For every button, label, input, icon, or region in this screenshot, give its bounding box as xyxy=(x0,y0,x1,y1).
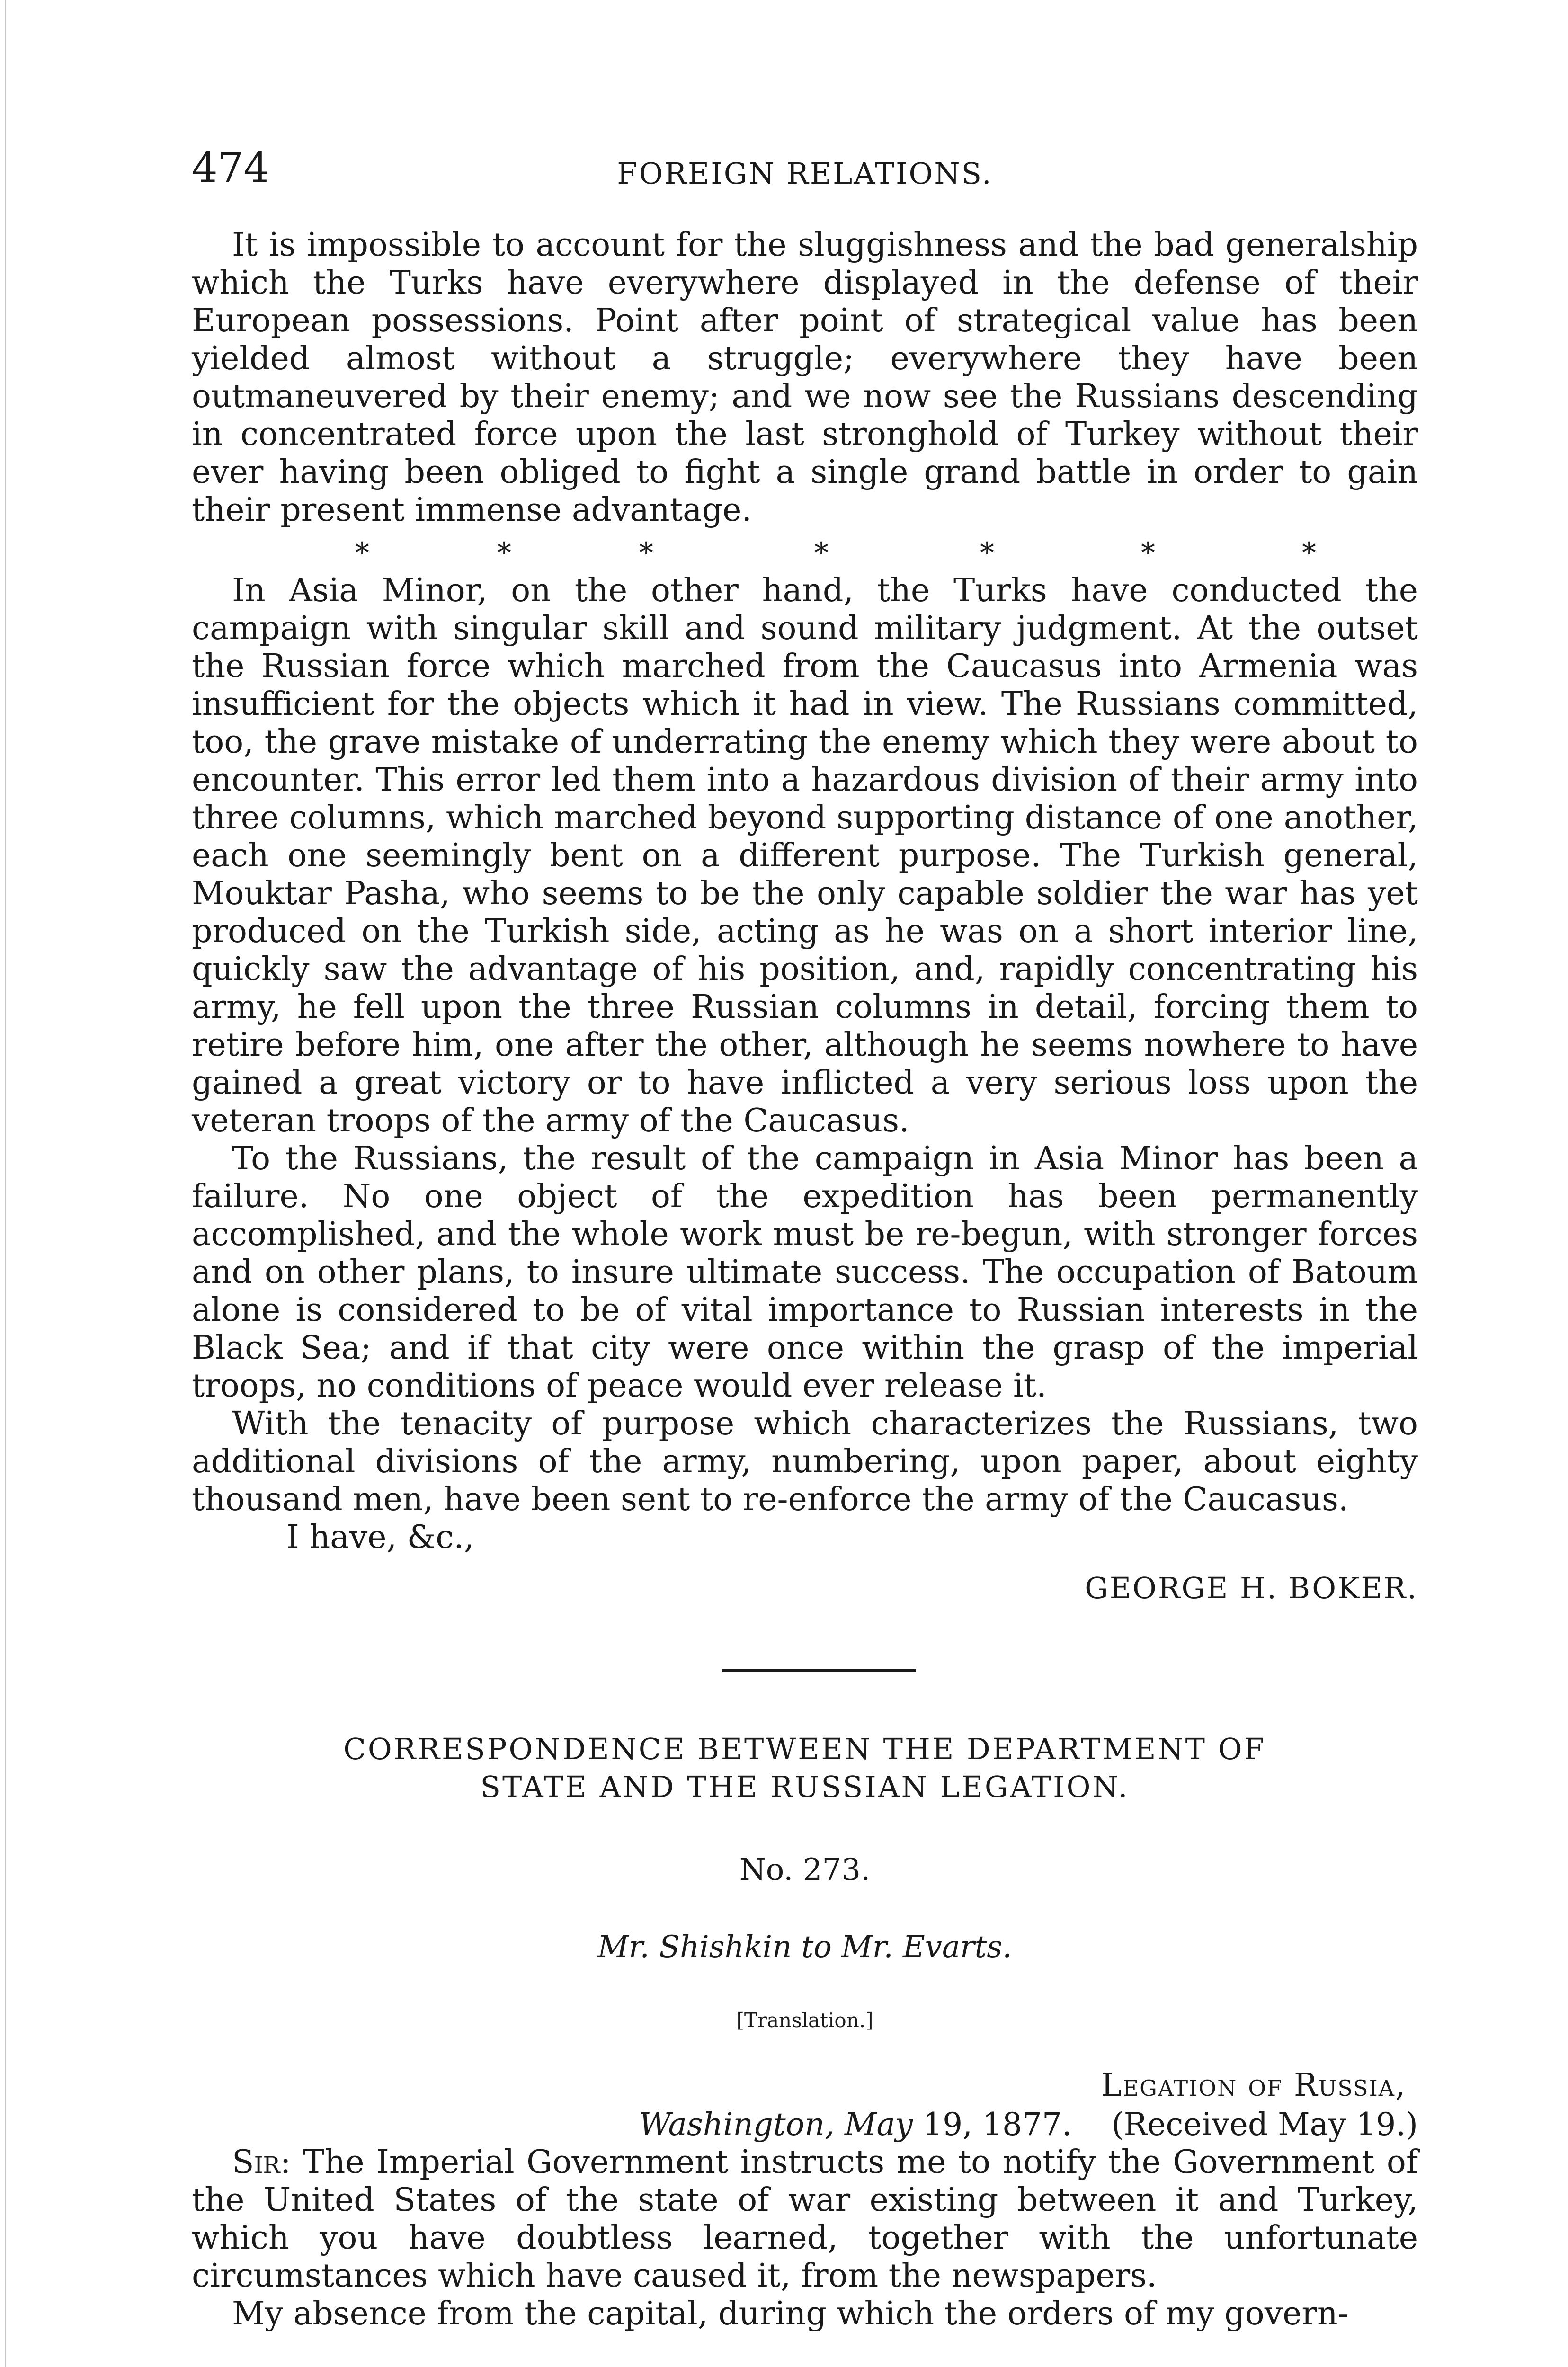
running-title: FOREIGN RELATIONS. xyxy=(617,156,993,191)
date-rest: 19, 1877. (Received May 19.) xyxy=(913,2106,1418,2143)
letter-title: Mr. Shishkin to Mr. Evarts. xyxy=(597,1930,1012,1965)
paragraph: With the tenacity of purpose which characterizes the Russians, two additional divisions of the army, numbering, upon paper, about eighty thousand men, have been sent to re-enforce the army of the Caucasus. xyxy=(192,1405,1418,1518)
paragraph: It is impossible to account for the sluggishness and the bad generalship which the Turks have everywhere displayed in the defense of their European possessions. Point after point of strategical value has been yielded almost without a struggle; everywhere they have been outmaneuvered by their enemy; and we now see the Russians descending in concentrated force upon the last stronghold of Turkey without their ever having been obliged to fight a single grand battle in order to gain their present immense advantage. xyxy=(192,226,1418,529)
asterisk: * xyxy=(1302,536,1316,570)
date-place: Washington, May xyxy=(639,2106,913,2143)
paragraph: My absence from the capital, during which the orders of my govern- xyxy=(232,2295,1349,2332)
section-two-text xyxy=(192,572,1418,1519)
asterisk: * xyxy=(1141,536,1155,570)
heading-line: CORRESPONDENCE BETWEEN THE DEPARTMENT OF xyxy=(343,1732,1266,1766)
asterisk: * xyxy=(355,536,369,570)
legation-line: Legation of Russia, xyxy=(1101,2067,1406,2103)
asterisk: * xyxy=(980,536,994,570)
section-divider xyxy=(722,1669,916,1672)
heading-line: STATE AND THE RUSSIAN LEGATION. xyxy=(480,1770,1130,1804)
section-one-text xyxy=(192,226,1418,529)
paragraph: To the Russians, the result of the campaign in Asia Minor has been a failure. No one object of the expedition has been permanently accomplished, and the whole work must be re-begun, with stronger forces and on other plans, to insure ultimate success. The occupation of Batoum alone is considered to be of vital importance to Russian interests in the Black Sea; and if that city were once within the grasp of the imperial troops, no conditions of peace would ever release it. xyxy=(192,1140,1418,1405)
signature: GEORGE H. BOKER. xyxy=(1085,1571,1418,1605)
closing-line: I have, &c., xyxy=(286,1519,474,1556)
page-header xyxy=(192,142,1418,194)
paragraph: In Asia Minor, on the other hand, the Turks have conducted the campaign with singular skill and sound military judgment. At the outset the Russian force which marched from the Caucasus into Armenia was insufficient for the objects which it had in view. The Russians committed, too, the grave mistake of underrating the enemy which they were about to encounter. This error led them into a hazardous division of their army into three columns, which marched beyond supporting distance of one another, each one seemingly bent on a different purpose. The Turkish general, Mouktar Pasha, who seems to be the only capable soldier the war has yet produced on the Turkish side, acting as he was on a short interior line, quickly saw the advantage of his position, and, rapidly concentrating his army, he fell upon the three Russian columns in detail, forcing them to retire before him, one after the other, although he seems nowhere to have gained a great victory or to have inflicted a very serious loss upon the veteran troops of the army of the Caucasus. xyxy=(192,572,1418,1139)
salutation: Sir: xyxy=(232,2144,291,2181)
section-heading xyxy=(192,1730,1418,1806)
page-number: 474 xyxy=(192,144,270,192)
asterisk: * xyxy=(497,536,511,570)
asterisk: * xyxy=(639,536,653,570)
document-number: No. 273. xyxy=(739,1852,871,1887)
letter-text xyxy=(192,2144,1418,2333)
asterisk-separator xyxy=(192,534,1418,572)
asterisk: * xyxy=(814,536,829,570)
paragraph xyxy=(192,2144,1418,2295)
translation-note: [Translation.] xyxy=(736,2009,873,2032)
paragraph-text: The Imperial Government instructs me to notify the Government of the United States of the state of war existing between it and Turkey, which you have doubtless learned, together with the unfortunate circumstances which have caused it, from the newspapers. xyxy=(192,2144,1418,2295)
dateline xyxy=(639,2106,1418,2144)
scan-edge-line xyxy=(5,0,6,2367)
